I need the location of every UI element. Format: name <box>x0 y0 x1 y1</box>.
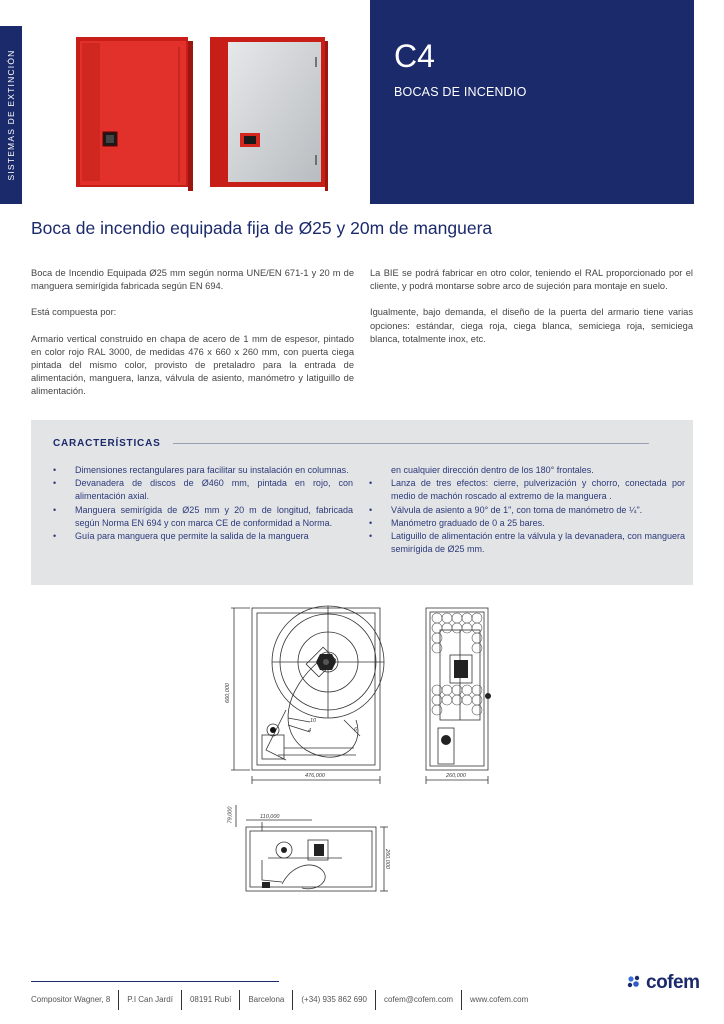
side-view-drawing <box>420 600 495 790</box>
front-height-dim: 660,000 <box>224 683 231 703</box>
features-title: CARACTERÍSTICAS <box>53 438 161 449</box>
cofem-logo-icon <box>626 974 644 992</box>
feature-item: • Manómetro graduado de 0 a 25 bares. <box>369 517 685 530</box>
feature-item: • Lanza de tres efectos: cierre, pulverización y chorro, conectada por medio de machón roscado al extremo de la manguera . <box>369 477 685 503</box>
features-list-right <box>369 464 685 556</box>
footer-postcode: 08191 Rubí <box>182 990 240 1010</box>
callout-10: 10 <box>310 718 317 724</box>
description-paragraph: Boca de Incendio Equipada Ø25 mm según norma UNE/EN 671-1 y 20 m de manguera semirígida fabricada según EN 694. <box>31 268 354 292</box>
front-width-dim: 476,000 <box>305 773 325 779</box>
description-paragraph: Está compuesta por: <box>31 307 117 318</box>
description-paragraph: Igualmente, bajo demanda, el diseño de la puerta del armario tiene varias opciones: estándar, ciega roja, ciega blanca, semiciega roja, semiciega blanca, totalmente inox, etc. <box>370 307 693 344</box>
callout-4: 4 <box>308 728 312 734</box>
footer-email-link[interactable]: cofem@cofem.com <box>376 990 462 1010</box>
front-view-drawing <box>226 600 391 790</box>
top-offset-dim: 79,000 <box>227 806 234 824</box>
feature-item: • Válvula de asiento a 90° de 1", con toma de manómetro de ¼". <box>369 504 685 517</box>
features-rule <box>173 443 649 444</box>
callout-6: 6 <box>354 727 358 733</box>
footer-rule <box>31 981 279 982</box>
footer-contact <box>31 990 536 1010</box>
description-paragraph: Armario vertical construido en chapa de acero de 1 mm de espesor, pintado en color rojo RAL 3000, de medidas 476 x 660 x 260 mm, con puerta ciega pintada del mismo color, provisto de pretaladro para la entrada de alimentación, manguera, lanza, válvula de asiento, manómetro y latiguillo de alimentación. <box>31 333 354 397</box>
feature-item: • Guía para manguera que permite la salida de la manguera <box>53 530 353 543</box>
top-inner-dim: 110,000 <box>260 814 280 820</box>
header-box <box>370 0 694 204</box>
cofem-logo <box>626 972 699 994</box>
side-label: SISTEMAS DE EXTINCIÓN <box>6 49 16 181</box>
side-width-dim: 260,000 <box>446 773 466 779</box>
footer-web-link[interactable]: www.cofem.com <box>470 995 529 1004</box>
top-view-drawing <box>222 800 402 905</box>
feature-item: • Dimensiones rectangulares para facilitar su instalación en columnas. <box>53 464 353 477</box>
cabinet-closed-image <box>76 37 194 193</box>
footer-estate: P.I Can Jardí <box>119 990 182 1010</box>
features-panel <box>31 420 693 585</box>
product-code: C4 <box>394 38 435 74</box>
features-list-left <box>53 464 353 543</box>
footer-city: Barcelona <box>240 990 293 1010</box>
description-paragraph: La BIE se podrá fabricar en otro color, teniendo el RAL proporcionado por el cliente, y podrá montarse sobre arco de sujeción para montaje en suelo. <box>370 268 693 292</box>
description-left <box>31 267 354 412</box>
page-title: Boca de incendio equipada fija de Ø25 y 20m de manguera <box>31 218 493 238</box>
top-depth-dim: 260,000 <box>383 849 390 869</box>
footer-phone[interactable]: (+34) 935 862 690 <box>293 990 376 1010</box>
product-category: BOCAS DE INCENDIO <box>394 85 527 99</box>
cofem-logo-text: cofem <box>646 972 700 993</box>
description-right <box>370 267 693 359</box>
feature-item: • Latiguillo de alimentación entre la válvula y la devanadera, con manguera semirígida de Ø25 mm. <box>369 530 685 556</box>
feature-item: • Manguera semirígida de Ø25 mm y 20 m de longitud, fabricada según Norma EN 694 y con marca CE de conformidad a Norma. <box>53 504 353 530</box>
footer-address: Compositor Wagner, 8 <box>31 990 119 1010</box>
feature-item-continuation: en cualquier dirección dentro de los 180° frontales. <box>391 465 594 475</box>
cabinet-inox-image <box>210 37 328 193</box>
feature-item: • Devanadera de discos de Ø460 mm, pintada en rojo, con alimentación axial. <box>53 477 353 503</box>
